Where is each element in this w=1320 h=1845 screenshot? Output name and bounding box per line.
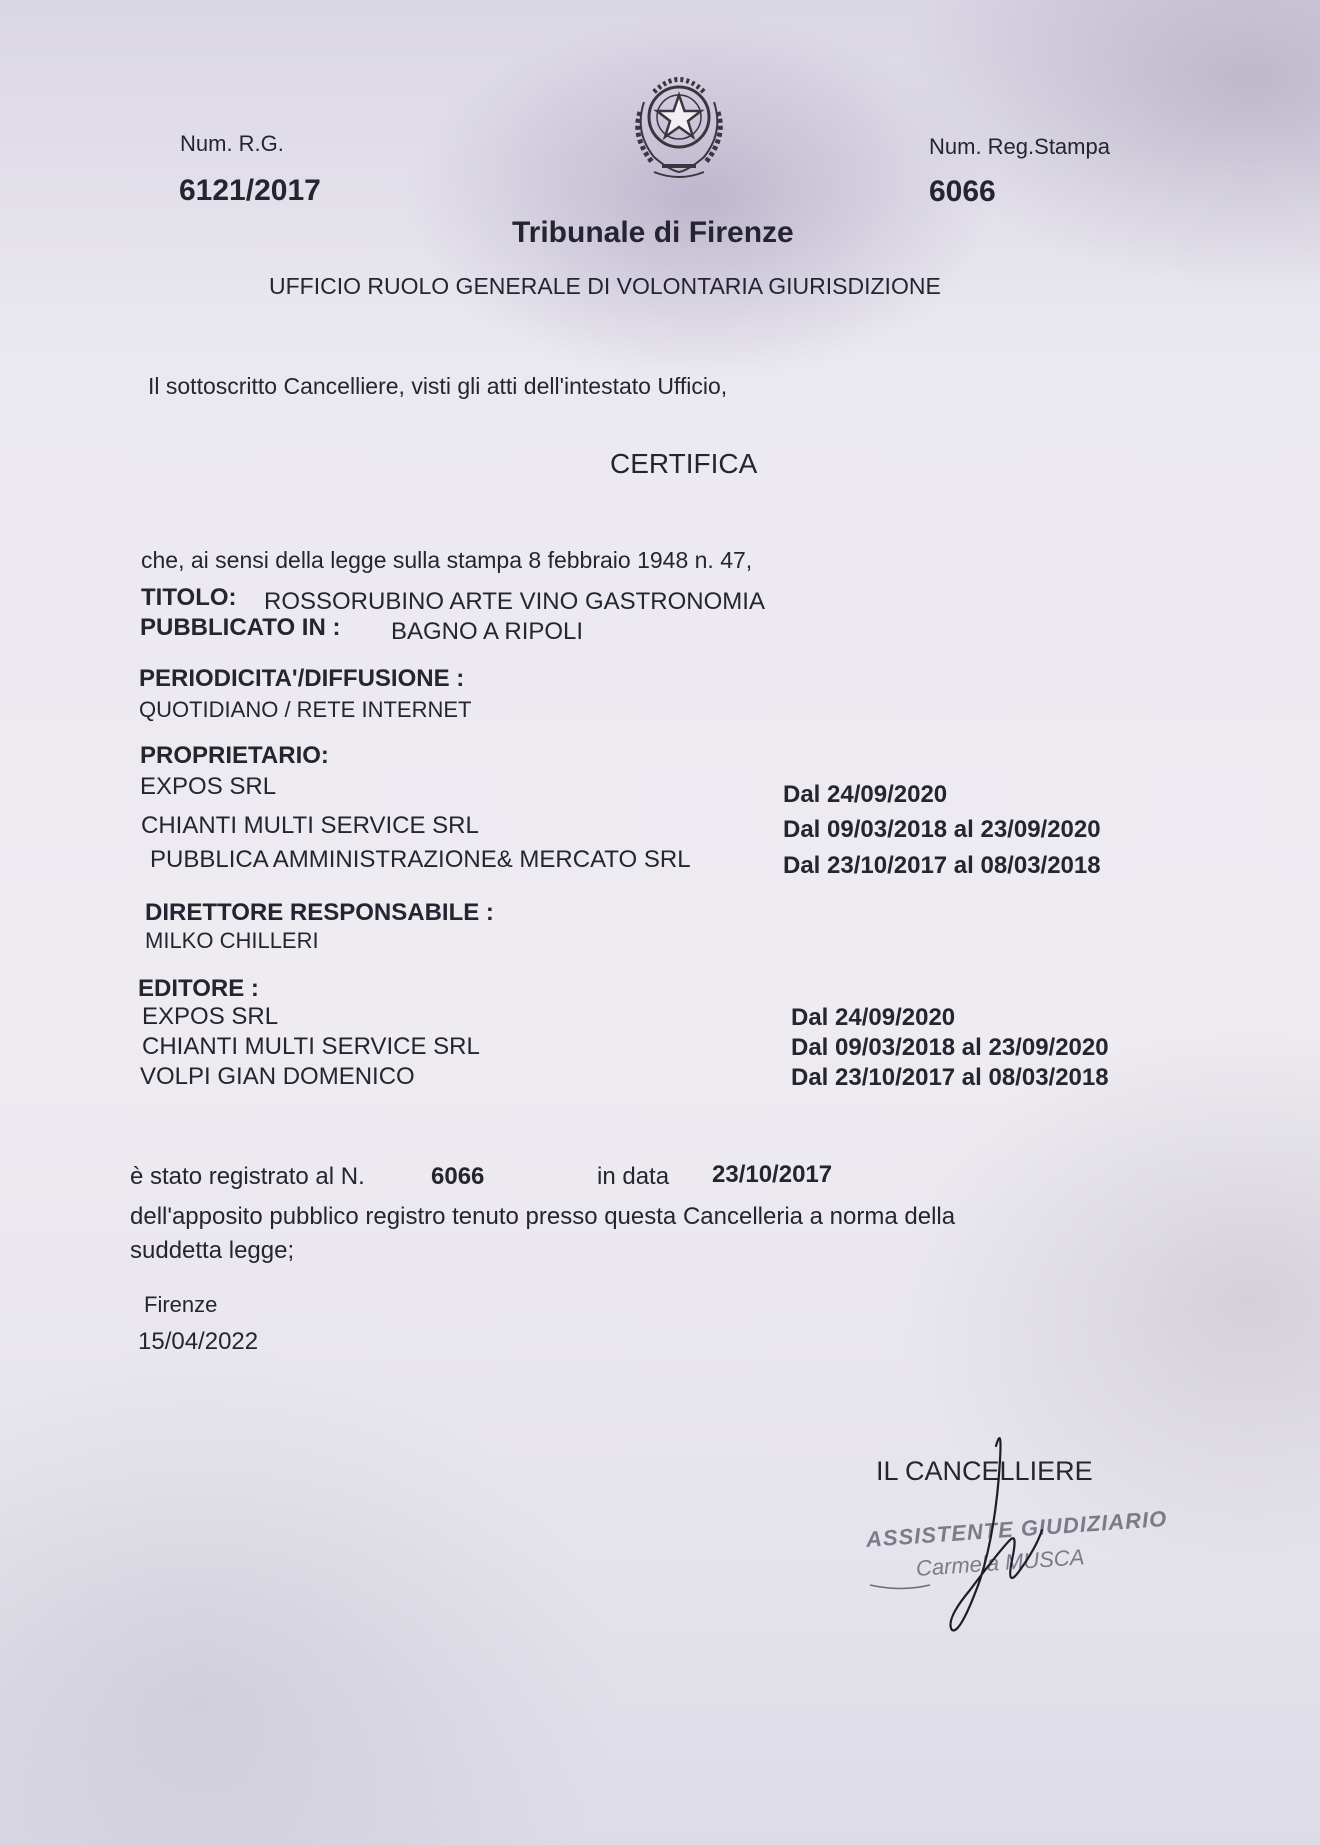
editore-name: CHIANTI MULTI SERVICE SRL xyxy=(142,1033,480,1060)
law-text: che, ai sensi della legge sulla stampa 8 febbraio 1948 n. 47, xyxy=(141,547,753,573)
editore-name: VOLPI GIAN DOMENICO xyxy=(140,1063,415,1090)
proprietario-period: Dal 09/03/2018 al 23/09/2020 xyxy=(783,816,1101,843)
office-subtitle: UFFICIO RUOLO GENERALE DI VOLONTARIA GIURISDIZIONE xyxy=(269,273,941,299)
titolo-label: TITOLO: xyxy=(141,584,237,611)
direttore-label: DIRETTORE RESPONSABILE : xyxy=(145,899,494,926)
proprietario-name: EXPOS SRL xyxy=(140,773,277,800)
editore-period: Dal 24/09/2020 xyxy=(791,1004,956,1031)
editore-label: EDITORE : xyxy=(138,975,259,1002)
official-stamp-line2: Carmela MUSCA xyxy=(915,1544,1086,1581)
rg-label: Num. R.G. xyxy=(180,131,284,156)
place: Firenze xyxy=(144,1292,218,1317)
editore-name: EXPOS SRL xyxy=(142,1003,279,1030)
registration-date-label: in data xyxy=(597,1163,670,1190)
periodicita-value: QUOTIDIANO / RETE INTERNET xyxy=(139,697,472,722)
italian-republic-emblem-icon xyxy=(624,62,734,180)
court-title: Tribunale di Firenze xyxy=(512,216,794,249)
registration-number: 6066 xyxy=(431,1163,485,1190)
direttore-value: MILKO CHILLERI xyxy=(145,928,319,953)
pubblicato-value: BAGNO A RIPOLI xyxy=(391,618,584,645)
intro-text: Il sottoscritto Cancelliere, visti gli atti dell'intestato Ufficio, xyxy=(148,373,728,399)
rg-value: 6121/2017 xyxy=(179,174,321,207)
proprietario-label: PROPRIETARIO: xyxy=(140,742,329,769)
reg-stampa-label: Num. Reg.Stampa xyxy=(929,134,1110,159)
registration-text-line1: dell'apposito pubblico registro tenuto presso questa Cancelleria a norma della xyxy=(130,1203,956,1230)
editore-period: Dal 23/10/2017 al 08/03/2018 xyxy=(791,1064,1109,1091)
proprietario-period: Dal 23/10/2017 al 08/03/2018 xyxy=(783,852,1101,879)
periodicita-label: PERIODICITA'/DIFFUSIONE : xyxy=(139,665,465,692)
proprietario-name: PUBBLICA AMMINISTRAZIONE& MERCATO SRL xyxy=(150,846,691,873)
registration-text-line2: suddetta legge; xyxy=(130,1237,295,1264)
reg-stampa-value: 6066 xyxy=(929,175,996,208)
titolo-value: ROSSORUBINO ARTE VINO GASTRONOMIA xyxy=(264,588,765,615)
registration-prefix: è stato registrato al N. xyxy=(130,1163,365,1190)
handwritten-signature-icon xyxy=(860,1420,1190,1650)
editore-period: Dal 09/03/2018 al 23/09/2020 xyxy=(791,1034,1109,1061)
registration-date: 23/10/2017 xyxy=(712,1161,833,1188)
certifica-heading: CERTIFICA xyxy=(610,448,758,479)
proprietario-period: Dal 24/09/2020 xyxy=(783,781,948,808)
document-date: 15/04/2022 xyxy=(138,1328,259,1355)
proprietario-name: CHIANTI MULTI SERVICE SRL xyxy=(141,812,479,839)
official-stamp-line1: ASSISTENTE GIUDIZIARIO xyxy=(865,1505,1169,1552)
pubblicato-label: PUBBLICATO IN : xyxy=(140,614,341,641)
cancelliere-title: IL CANCELLIERE xyxy=(876,1456,1093,1486)
